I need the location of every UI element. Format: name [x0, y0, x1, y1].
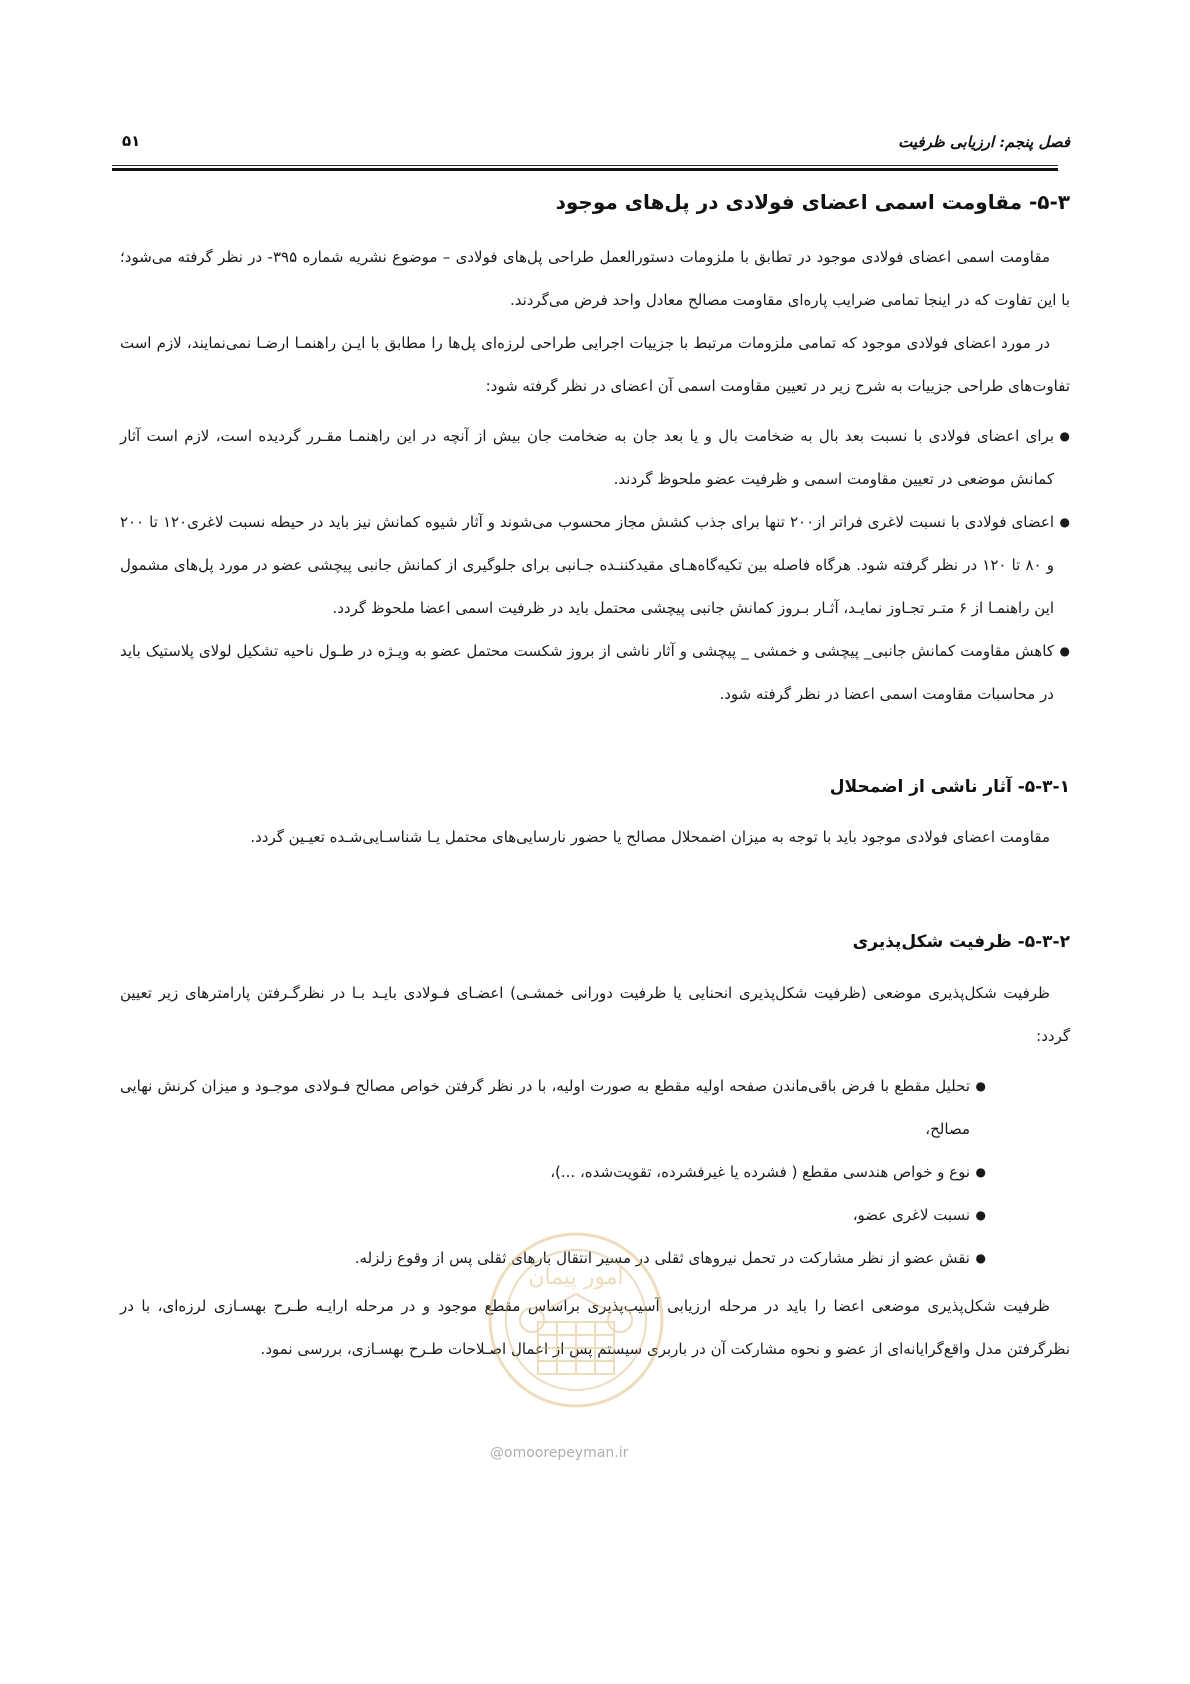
- parameter-bullet-item: ● تحلیل مقطع با فرض باقی‌ماندن صفحه اولیه مقطع به صورت اولیه، با در نظر گرفتن خواص مصالح فـولادی موجـود و میزان کرنش نهایی مصالح،: [120, 1065, 1070, 1151]
- subsection-heading: ۵-۳-۱- آثار ناشی از اضمحلال: [829, 777, 1070, 797]
- at-icon: @: [490, 1445, 504, 1461]
- bullet-icon: ●: [1059, 429, 1070, 443]
- section-bullet-list: [120, 415, 1070, 716]
- header-divider-thin: [112, 165, 1058, 166]
- subsection-paragraph: ظرفیت شکل‌پذیری موضعی (ظرفیت شکل‌پذیری انحنایی یا ظرفیت دورانی خمشـی) اعضـای فـولادی بایـد بـا در نظرگـرفتن پارامترهای زیر تعیین گردد:: [120, 984, 1070, 1045]
- bullet-icon: ●: [1059, 644, 1070, 658]
- section-bullet-item: ● برای اعضای فولادی با نسبت بعد بال به ضخامت بال و یا بعد جان به ضخامت جان بیش از آنچه در این راهنمـا مقـرر گردیده است، لازم است آثار کمانش موضعی در تعیین مقاومت اسمی و ظرفیت عضو ملحوظ گردند.: [120, 415, 1070, 501]
- parameter-bullet-item: ● نوع و خواص هندسی مقطع ( فشرده یا غیرفشرده، تقویت‌شده، ...)،: [120, 1151, 1070, 1194]
- bullet-icon: ●: [975, 1165, 986, 1179]
- bullet-icon: ●: [975, 1208, 986, 1222]
- header-divider-thick: [112, 168, 1058, 171]
- chapter-header-title: فصل پنجم: ارزیابی ظرفیت: [898, 133, 1070, 151]
- bullet-icon: ●: [1059, 515, 1070, 529]
- subsection-heading: ۵-۳-۲- ظرفیت شکل‌پذیری: [852, 932, 1070, 952]
- section-paragraphs: [120, 236, 1070, 408]
- watermark-seal-text: امور پیمان: [528, 1265, 624, 1290]
- section-paragraph: در مورد اعضای فولادی موجود که تمامی ملزومات مرتبط با جزییات اجرایی طراحی لرزه‌ای پل‌ها را مطابق با ایـن راهنمـا ارضـا نمی‌نمایند، لازم است تفاوت‌های طراحی جزییات به شرح زیر در تعیین مقاومت اسمی آن اعضای در نظر گرفته شود:: [120, 334, 1070, 395]
- section-paragraph: مقاومت اسمی اعضای فولادی موجود در تطابق با ملزومات دستورالعمل طراحی پل‌های فولادی – موضوع نشریه شماره ۳۹۵- در نظر گرفته می‌شود؛ با این تفاوت که در اینجا تمامی ضرایب پاره‌ای مقاومت مصالح معادل واحد فرض می‌گردند.: [120, 248, 1070, 309]
- watermark-seal-logo: [476, 1210, 676, 1430]
- closing-paragraph: ظرفیت شکل‌پذیری موضعی اعضا را باید در مرحله ارزیابی آسیب‌پذیری براساس مقطع موجود و در مرحله ارایـه طـرح بهسـازی لرزه‌ای، با در نظرگرفتن مدل واقع‌گرایانه‌ای از عضو و نحوه مشارکت آن در باربری سیستم پس از اعمال اصـلاحات طـرح بهسـازی، بررسی نمود.: [120, 1297, 1070, 1358]
- parameter-bullet-item: ● نسبت لاغری عضو،: [120, 1194, 1070, 1237]
- page-number: ۵۱: [122, 132, 141, 150]
- bullet-icon: ●: [975, 1251, 986, 1265]
- parameter-bullet-item: ● نقش عضو از نظر مشارکت در تحمل نیروهای ثقلی در مسیر انتقال بارهای ثقلی پس از وقوع زلزله.: [120, 1237, 1070, 1280]
- watermark-site-text: @omoorepeyman.ir: [490, 1445, 629, 1461]
- subsection-paragraph: مقاومت اعضای فولادی موجود باید با توجه به میزان اضمحلال مصالح یا حضور نارسایی‌های محتمل یـا شناسـایی‌شـده تعیـین گردد.: [250, 828, 1050, 846]
- section-heading: ۵-۳- مقاومت اسمی اعضای فولادی در پل‌های موجود: [555, 190, 1070, 214]
- section-bullet-item: ● اعضای فولادی با نسبت لاغری فراتر از۲۰۰ تنها برای جذب کشش مجاز محسوب می‌شوند و آثار شیوه کمانش نیز باید در حیطه نسبت لاغری۱۲۰ تا ۲۰۰ و ۸۰ تا ۱۲۰ در نظر گرفته شود. هرگاه فاصله بین تکیه‌گاه‌هـای مقیدکننـده جـانبی برای جلوگیری از کمانش جانبی پیچشی عضو در مورد پل‌های مشمول این راهنمـا از ۶ متـر تجـاوز نمایـد، آثـار بـروز کمانش جانبی پیچشی محتمل باید در ظرفیت اسمی اعضا ملحوظ گردد.: [120, 501, 1070, 630]
- bullet-icon: ●: [975, 1079, 986, 1093]
- section-bullet-item: ● کاهش مقاومت کمانش جانبی_ پیچشی و خمشی _ پیچشی و آثار ناشی از بروز شکست محتمل عضو به ویـژه در طـول ناحیه تشکیل لولای پلاستیک باید در محاسبات مقاومت اسمی اعضا در نظر گرفته شود.: [120, 630, 1070, 716]
